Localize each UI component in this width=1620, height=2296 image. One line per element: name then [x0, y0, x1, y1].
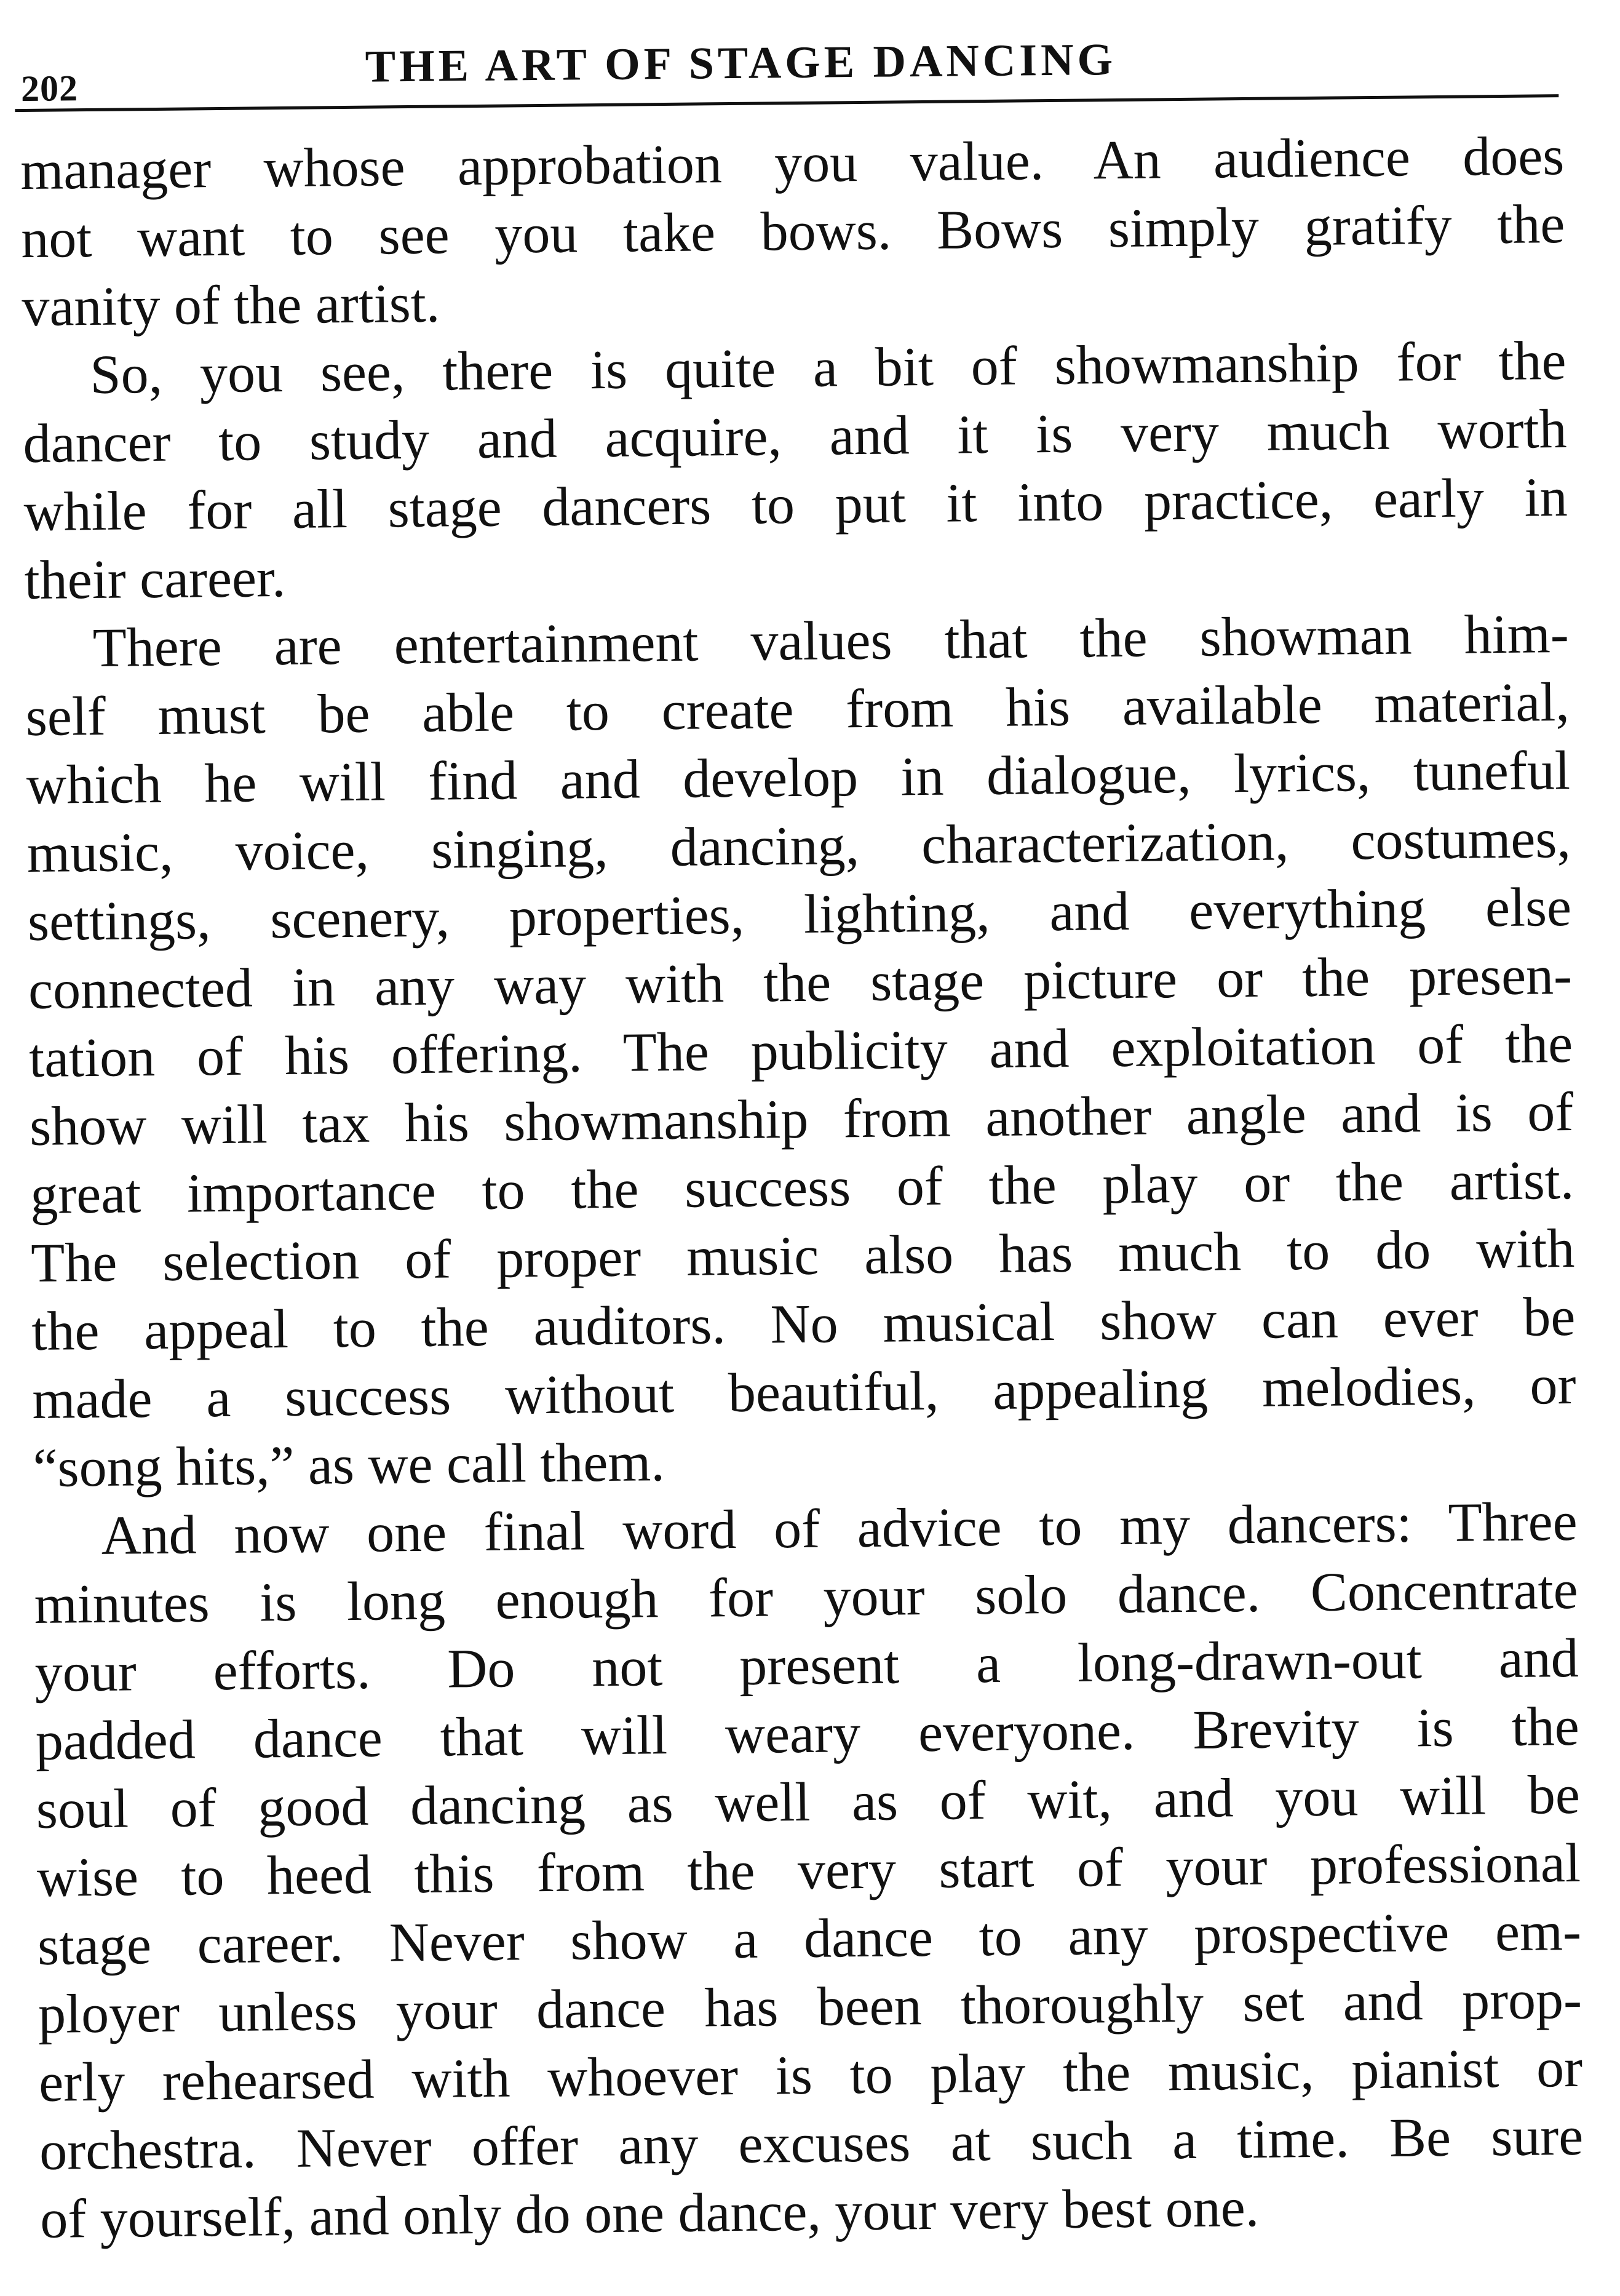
text-line: the appeal to the auditors. No musical show can ever be — [31, 1286, 1576, 1362]
text-line: ployer unless your dance has been thoroughly set and prop- — [38, 1969, 1582, 2045]
text-line: not want to see you take bows. Bows simply gratify the — [20, 193, 1565, 270]
text-line: your efforts. Do not present a long-drawn-out and — [34, 1627, 1579, 1704]
text-line: tation of his offering. The publicity and exploitation of the — [28, 1013, 1573, 1090]
text-line: vanity of the artist. — [21, 273, 440, 338]
text-line: padded dance that will weary everyone. Brevity is the — [35, 1696, 1580, 1772]
text-line: of yourself, and only do one dance, your very best one. — [39, 2177, 1260, 2250]
text-line: their career. — [24, 547, 286, 612]
text-line: There are entertainment values that the showman him- — [92, 603, 1570, 679]
text-line: music, voice, singing, dancing, characterization, costumes, — [26, 808, 1571, 885]
text-line: great importance to the success of the play or the artist. — [30, 1149, 1574, 1226]
text-line: self must be able to create from his available material, — [25, 671, 1570, 748]
body-text — [20, 122, 1584, 2254]
running-head — [14, 17, 1552, 110]
text-line: while for all stage dancers to put it into practice, early in — [23, 466, 1568, 543]
text-line: manager whose approbation you value. An audience does — [20, 125, 1565, 202]
text-line: And now one final word of advice to my dancers: Three — [101, 1491, 1578, 1566]
text-line: So, you see, there is quite a bit of showmanship for the — [90, 330, 1566, 406]
text-line: which he will find and develop in dialogue, lyrics, tuneful — [26, 739, 1571, 816]
text-line: connected in any way with the stage picture or the presen- — [28, 944, 1573, 1021]
text-line: erly rehearsed with whoever is to play the music, pianist or — [38, 2037, 1583, 2113]
text-line: “song hits,” as we call them. — [33, 1432, 665, 1499]
text-line: show will tax his showmanship from another angle and is of — [29, 1081, 1574, 1158]
text-line: settings, scenery, properties, lighting, and everything else — [27, 876, 1572, 953]
text-line: stage career. Never show a dance to any prospective em- — [37, 1900, 1582, 1977]
header-rule — [15, 94, 1558, 112]
text-line: dancer to study and acquire, and it is very much worth — [23, 398, 1567, 475]
text-line: made a success without beautiful, appealing melodies, or — [32, 1354, 1576, 1430]
text-line: soul of good dancing as well as of wit, and you will be — [36, 1764, 1581, 1840]
text-line: wise to heed this from the very start of your professional — [36, 1832, 1581, 1908]
running-title: THE ART OF STAGE DANCING — [365, 34, 1117, 92]
text-line: minutes is long enough for your solo dance. Concentrate — [34, 1559, 1579, 1635]
text-line: The selection of proper music also has much to do with — [30, 1218, 1575, 1294]
page-number: 202 — [20, 68, 79, 110]
text-line: orchestra. Never offer any excuses at such a time. Be sure — [39, 2105, 1584, 2182]
